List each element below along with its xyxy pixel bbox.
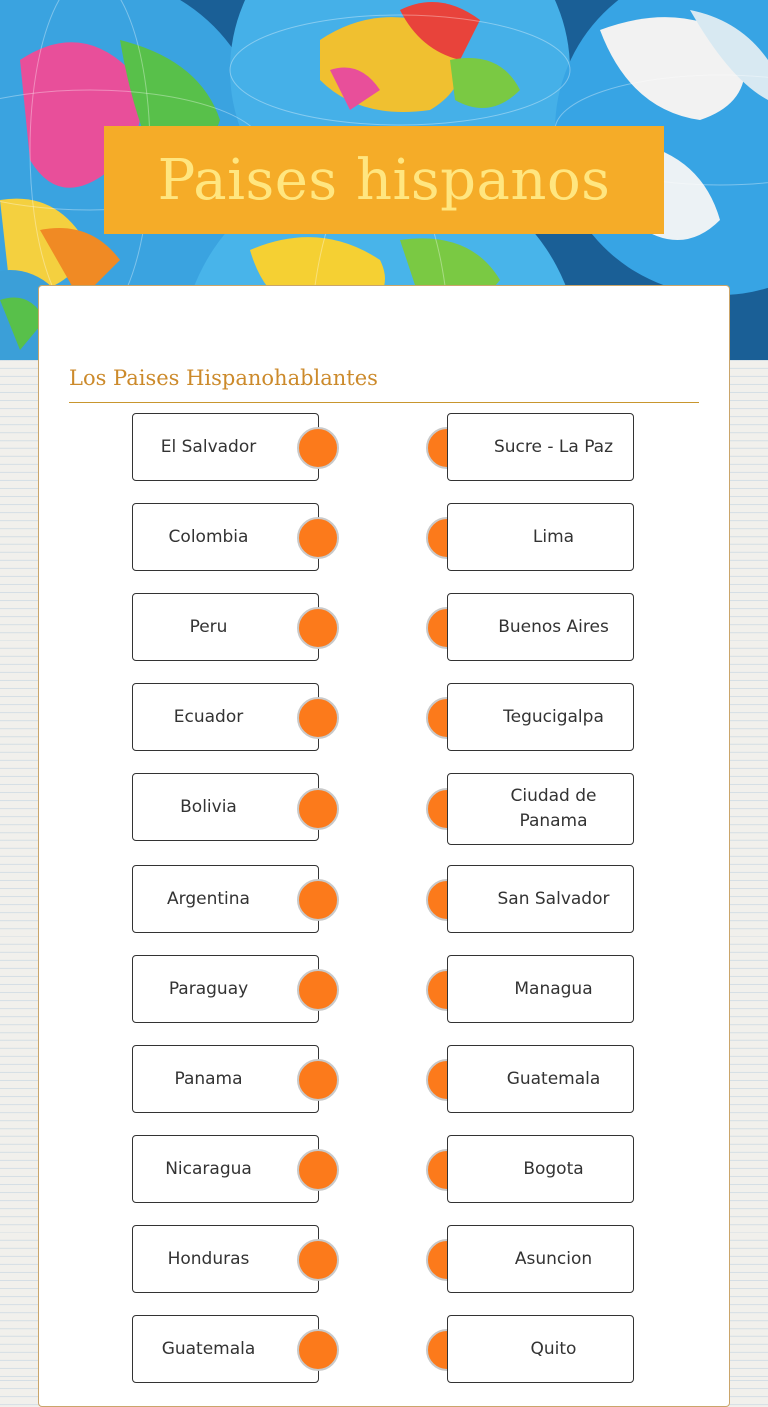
match-right-item[interactable]: Managua — [447, 955, 634, 1023]
connector-dot-left[interactable] — [297, 1059, 339, 1101]
match-right-item[interactable]: San Salvador — [447, 865, 634, 933]
connector-dot-left[interactable] — [297, 607, 339, 649]
match-left-item[interactable]: Colombia — [132, 503, 319, 571]
section-title: Los Paises Hispanohablantes — [69, 366, 378, 390]
match-right-item[interactable]: Sucre - La Paz — [447, 413, 634, 481]
match-left-item[interactable]: Guatemala — [132, 1315, 319, 1383]
match-right-item[interactable]: Ciudad de Panama — [447, 773, 634, 845]
connector-dot-left[interactable] — [297, 517, 339, 559]
match-left-item[interactable]: Peru — [132, 593, 319, 661]
match-left-item[interactable]: Honduras — [132, 1225, 319, 1293]
match-left-item[interactable]: Ecuador — [132, 683, 319, 751]
match-right-item[interactable]: Quito — [447, 1315, 634, 1383]
match-right-item[interactable]: Buenos Aires — [447, 593, 634, 661]
connector-dot-left[interactable] — [297, 879, 339, 921]
match-right-item[interactable]: Tegucigalpa — [447, 683, 634, 751]
match-left-item[interactable]: Argentina — [132, 865, 319, 933]
match-left-item[interactable]: El Salvador — [132, 413, 319, 481]
content-card — [38, 285, 730, 1407]
match-right-item[interactable]: Lima — [447, 503, 634, 571]
connector-dot-left[interactable] — [297, 1329, 339, 1371]
connector-dot-left[interactable] — [297, 1149, 339, 1191]
page-title: Paises hispanos — [157, 147, 611, 213]
match-left-item[interactable]: Bolivia — [132, 773, 319, 841]
match-left-item[interactable]: Nicaragua — [132, 1135, 319, 1203]
match-right-item[interactable]: Guatemala — [447, 1045, 634, 1113]
connector-dot-left[interactable] — [297, 427, 339, 469]
match-left-item[interactable]: Paraguay — [132, 955, 319, 1023]
connector-dot-left[interactable] — [297, 969, 339, 1011]
connector-dot-left[interactable] — [297, 1239, 339, 1281]
title-banner — [104, 126, 664, 234]
section-divider — [69, 402, 699, 403]
match-left-item[interactable]: Panama — [132, 1045, 319, 1113]
match-right-item[interactable]: Asuncion — [447, 1225, 634, 1293]
connector-dot-left[interactable] — [297, 788, 339, 830]
match-right-item[interactable]: Bogota — [447, 1135, 634, 1203]
connector-dot-left[interactable] — [297, 697, 339, 739]
